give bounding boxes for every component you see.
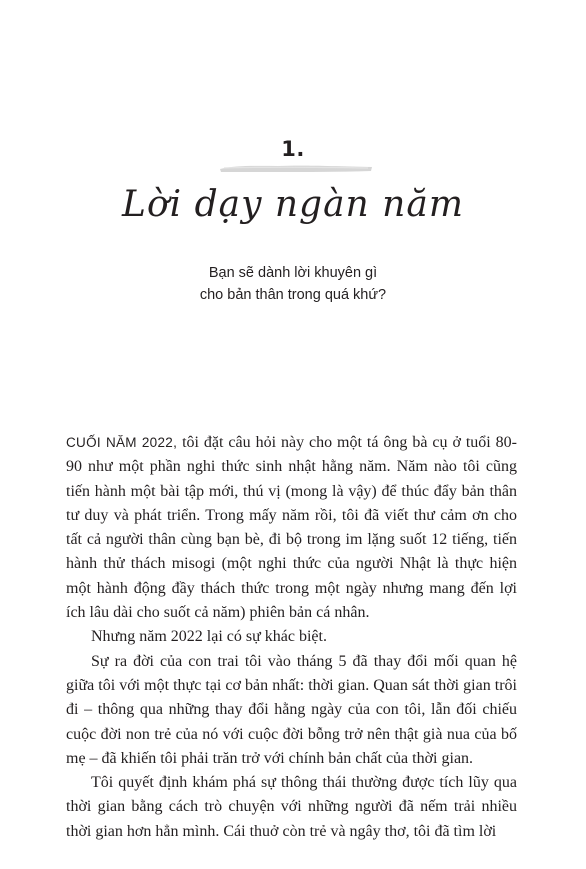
body-text — [66, 431, 517, 844]
paragraph-2: Nhưng năm 2022 lại có sự khác biệt. — [91, 628, 327, 646]
subtitle-line-2: cho bản thân trong quá khứ? — [199, 287, 387, 303]
brush-stroke-divider — [218, 160, 374, 176]
subtitle-line-1: Bạn sẽ dành lời khuyên gì — [208, 265, 378, 281]
chapter-subtitle — [0, 262, 586, 306]
chapter-title: Lời dạy ngàn năm — [122, 184, 464, 225]
paragraph-1-text: tôi đặt câu hỏi này cho một tá ông bà cụ ở tuổi 80-90 như một phần nghi thức sinh nhật hằng năm. Năm nào tôi cũng tiến hành một bài tập mới, thú vị (mong là vậy) để thúc đẩy bản thân tư duy và phát triển. Trong mấy năm rồi, tôi đã viết thư cảm ơn cho tất cả người thân cùng bạn bè, đi bộ trong im lặng suốt 12 tiếng, tiến hành thử thách misogi (một nghi thức của người Nhật là thực hiện một hành động đầy thách thức trong một ngày nhưng mang đến lợi ích lâu dài cho suốt cả năm) phiên bản cá nhân. — [66, 434, 518, 622]
chapter-number: 1. — [281, 137, 305, 161]
paragraph-4: Tôi quyết định khám phá sự thông thái thường được tích lũy qua thời gian bằng cách trò chuyện với những người đã nếm trải nhiều thời gian hơn hẳn mình. Cái thuở còn trẻ và ngây thơ, tôi đã tìm lời — [66, 774, 517, 840]
paragraph-3: Sự ra đời của con trai tôi vào tháng 5 đã thay đổi mối quan hệ giữa tôi với một thực tại cơ bản nhất: thời gian. Quan sát thời gian trôi đi – thông qua những thay đổi hằng ngày của con tôi, lẫn đối chiếu cuộc đời non trẻ của nó với cuộc đời bỗng trở nên thật già nua của bố mẹ – đã khiến tôi phải trăn trở với chính bản chất của thời gian. — [66, 652, 517, 767]
paragraph-1 — [66, 431, 517, 625]
paragraph-lead-in: CUỐI NĂM 2022, — [66, 435, 178, 450]
